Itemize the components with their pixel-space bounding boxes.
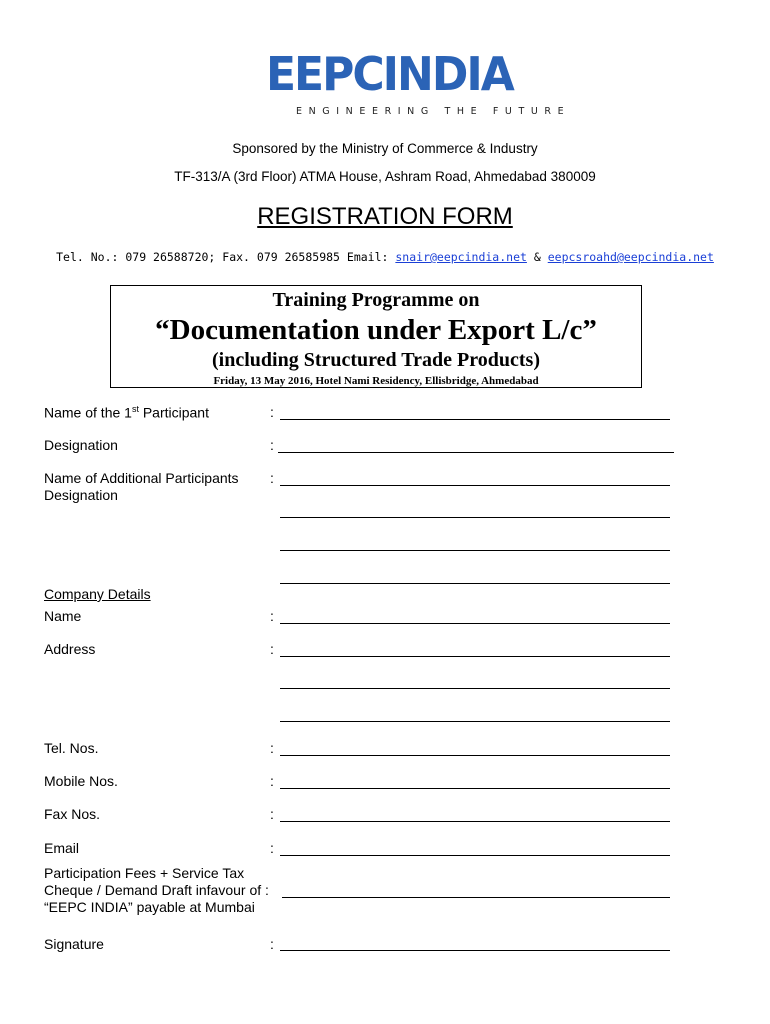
colon: : xyxy=(270,437,274,453)
additional-participants-field-1[interactable] xyxy=(280,485,670,486)
programme-title: “Documentation under Export L/c” xyxy=(155,314,597,346)
colon: : xyxy=(270,404,274,420)
colon: : xyxy=(270,740,274,756)
office-address: TF-313/A (3rd Floor) ATMA House, Ashram Road, Ahmedabad 380009 xyxy=(174,169,596,184)
company-name-field[interactable] xyxy=(280,623,670,624)
programme-box xyxy=(110,285,642,388)
label-address: Address xyxy=(44,641,96,657)
label-additional-designation: Designation xyxy=(44,487,118,503)
additional-participants-field-4[interactable] xyxy=(280,583,670,584)
colon: : xyxy=(270,936,274,952)
label-mobile: Mobile Nos. xyxy=(44,773,118,789)
address-field-3[interactable] xyxy=(280,721,670,722)
colon: : xyxy=(270,641,274,657)
email-link-eepcsroahd[interactable]: eepcsroahd@eepcindia.net xyxy=(547,250,714,264)
colon: : xyxy=(270,470,274,486)
label-email: Email xyxy=(44,840,80,856)
colon: : xyxy=(270,773,274,789)
contact-separator: & xyxy=(526,250,548,264)
programme-heading: Training Programme on xyxy=(272,289,480,311)
fax-field[interactable] xyxy=(280,821,670,822)
signature-field[interactable] xyxy=(280,950,670,951)
eepc-india-logo xyxy=(266,48,571,124)
contact-phone-fax: Tel. No.: 079 26588720; Fax. 079 26585985 Email: xyxy=(56,250,396,264)
label-designation: Designation xyxy=(44,437,118,453)
sponsor-line: Sponsored by the Ministry of Commerce & Industry xyxy=(232,141,538,156)
email-link-snair[interactable]: snair@eepcindia.net xyxy=(395,250,527,264)
programme-subtitle: (including Structured Trade Products) xyxy=(212,349,540,371)
first-participant-field[interactable] xyxy=(280,419,670,420)
contact-line xyxy=(0,250,770,264)
label-tel: Tel. Nos. xyxy=(44,740,99,756)
label-cheque: Cheque / Demand Draft infavour of : xyxy=(44,882,269,898)
tel-field[interactable] xyxy=(280,755,670,756)
additional-participants-field-2[interactable] xyxy=(280,517,670,518)
colon: : xyxy=(270,806,274,822)
form-title: REGISTRATION FORM xyxy=(257,203,513,230)
section-company-details: Company Details xyxy=(44,586,151,602)
designation-field[interactable] xyxy=(278,452,674,453)
label-first-participant: Name of the 1st Participant xyxy=(44,404,209,421)
colon: : xyxy=(270,840,274,856)
label-company-name: Name xyxy=(44,608,82,624)
label-fees: Participation Fees + Service Tax xyxy=(44,865,245,881)
label-additional-participants: Name of Additional Participants xyxy=(44,470,239,486)
additional-participants-field-3[interactable] xyxy=(280,550,670,551)
logo-wordmark: EEPCINDIA xyxy=(266,48,513,102)
mobile-field[interactable] xyxy=(280,788,670,789)
address-field-1[interactable] xyxy=(280,656,670,657)
label-signature: Signature xyxy=(44,936,104,952)
email-field[interactable] xyxy=(280,855,670,856)
colon: : xyxy=(270,608,274,624)
logo-tagline: ENGINEERING THE FUTURE xyxy=(296,106,571,117)
programme-date-venue: Friday, 13 May 2016, Hotel Nami Residency, Ellisbridge, Ahmedabad xyxy=(213,375,539,387)
cheque-field[interactable] xyxy=(282,897,670,898)
label-fax: Fax Nos. xyxy=(44,806,101,822)
address-field-2[interactable] xyxy=(280,688,670,689)
label-payable: “EEPC INDIA” payable at Mumbai xyxy=(44,899,255,915)
